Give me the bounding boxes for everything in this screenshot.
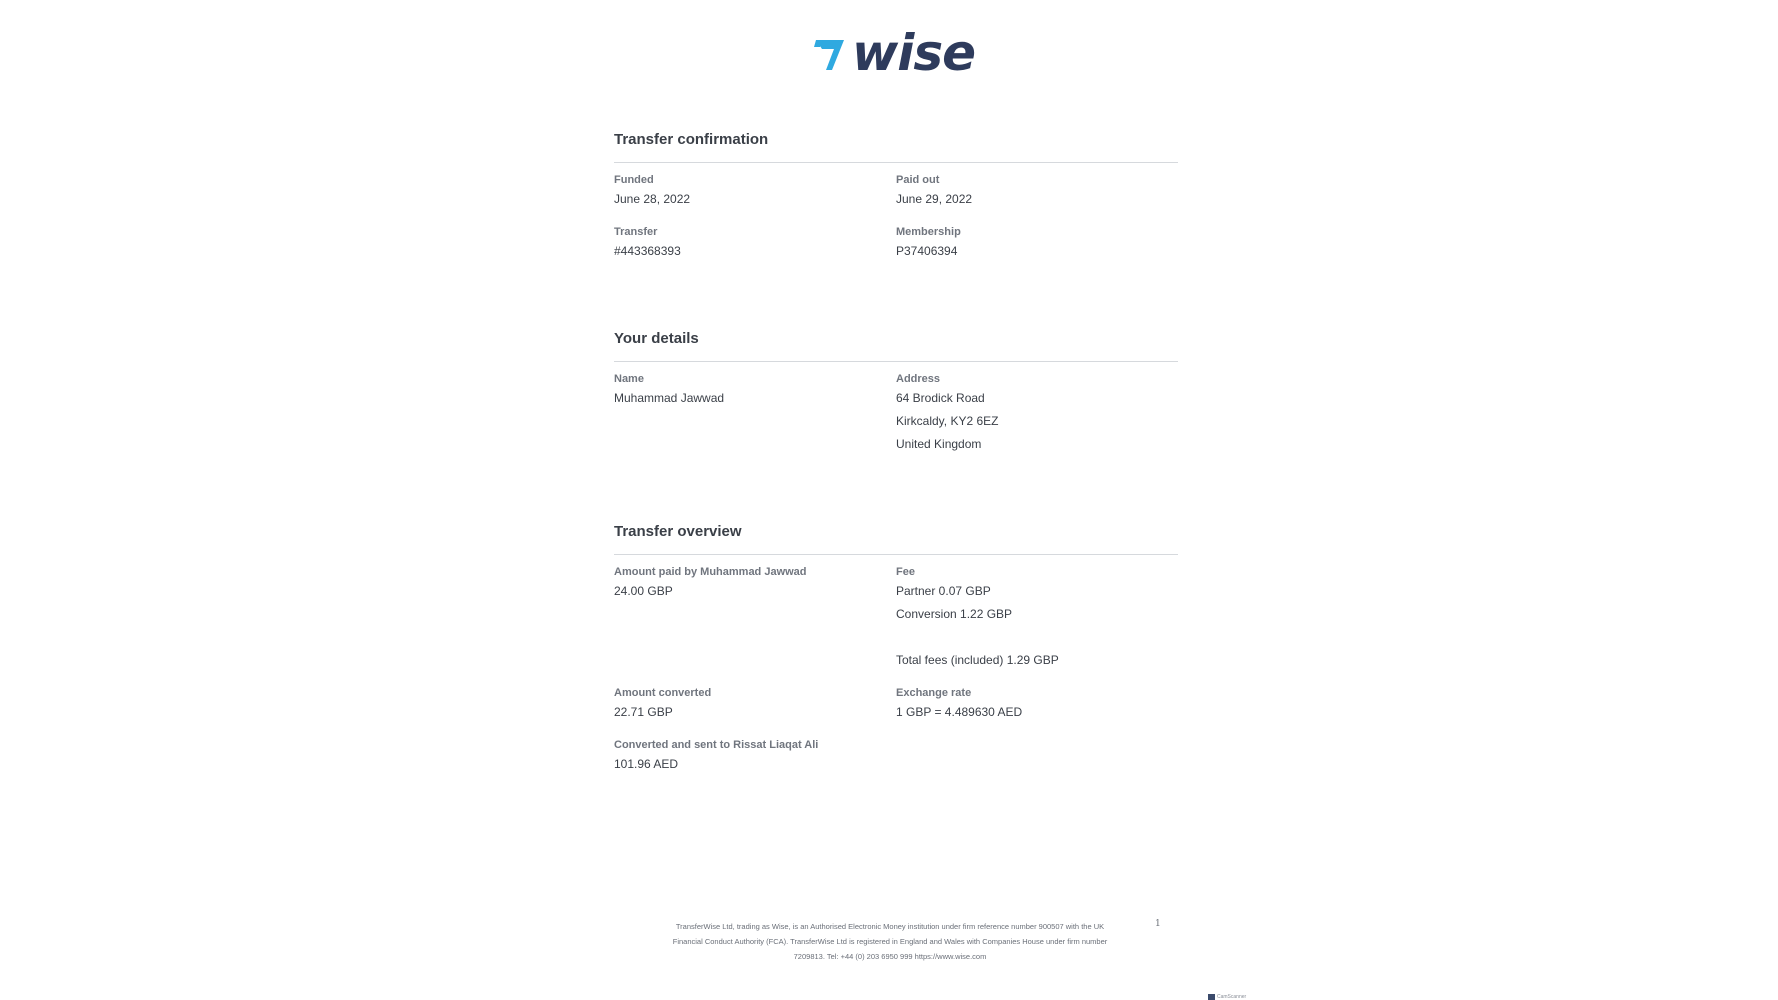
address-line-1: 64 Brodick Road (896, 391, 985, 405)
fee-spacer (896, 626, 1178, 649)
exchange-rate-field (896, 686, 1178, 724)
camscanner-text: CamScanner (1217, 994, 1247, 1000)
legal-footer (640, 919, 1140, 964)
amount-converted-field (614, 686, 896, 724)
transfer-label: Transfer (614, 226, 658, 238)
page-number: 1 (1155, 919, 1161, 929)
converted-sent-value: 101.96 AED (614, 757, 679, 771)
paid-out-value: June 29, 2022 (896, 192, 973, 206)
wise-logo (814, 24, 984, 82)
wise-flag-icon (814, 34, 848, 72)
exchange-rate-label: Exchange rate (896, 687, 972, 699)
transfer-field (614, 225, 896, 263)
converted-sent-label: Converted and sent to Rissat Liaqat Ali (614, 739, 819, 751)
amount-paid-field (614, 565, 896, 672)
membership-field (896, 225, 1178, 263)
paid-out-label: Paid out (896, 174, 940, 186)
section-title: Your details (614, 329, 1178, 362)
address-field (896, 372, 1178, 456)
amount-paid-value: 24.00 GBP (614, 584, 673, 598)
fee-label: Fee (896, 566, 915, 578)
section-title: Transfer overview (614, 522, 1178, 555)
converted-sent-field (614, 738, 896, 776)
transfer-overview-section (614, 522, 1178, 790)
address-line-3: United Kingdom (896, 437, 982, 451)
footer-line-1: TransferWise Ltd, trading as Wise, is an Authorised Electronic Money institution under firm reference number 900507 with the UK (675, 922, 1105, 931)
name-field (614, 372, 896, 456)
membership-value: P37406394 (896, 244, 958, 258)
funded-value: June 28, 2022 (614, 192, 691, 206)
camscanner-stamp (1208, 994, 1246, 1000)
fee-conversion: Conversion 1.22 GBP (896, 607, 1013, 621)
name-value: Muhammad Jawwad (614, 391, 725, 405)
exchange-rate-value: 1 GBP = 4.489630 AED (896, 705, 1023, 719)
document-body (614, 130, 1178, 790)
address-line-2: Kirkcaldy, KY2 6EZ (896, 414, 999, 428)
amount-paid-label: Amount paid by Muhammad Jawwad (614, 566, 807, 578)
fee-total: Total fees (included) 1.29 GBP (896, 653, 1059, 667)
address-label: Address (896, 373, 941, 385)
fee-field (896, 565, 1178, 672)
transfer-value: #443368393 (614, 244, 681, 258)
wise-wordmark: wise (852, 24, 976, 82)
funded-label: Funded (614, 174, 654, 186)
funded-field (614, 173, 896, 211)
camscanner-icon (1208, 994, 1215, 1000)
footer-line-3: 7209813. Tel: +44 (0) 203 6950 999 https://www.wise.com (793, 952, 987, 961)
section-title: Transfer confirmation (614, 130, 1178, 163)
membership-label: Membership (896, 226, 961, 238)
fee-partner: Partner 0.07 GBP (896, 584, 991, 598)
paid-out-field (896, 173, 1178, 211)
name-label: Name (614, 373, 644, 385)
footer-line-2: Financial Conduct Authority (FCA). TransferWise Ltd is registered in England and Wales with Companies House under firm number (672, 937, 1108, 946)
amount-converted-value: 22.71 GBP (614, 705, 673, 719)
your-details-section (614, 329, 1178, 470)
transfer-confirmation-section (614, 130, 1178, 277)
amount-converted-label: Amount converted (614, 687, 712, 699)
